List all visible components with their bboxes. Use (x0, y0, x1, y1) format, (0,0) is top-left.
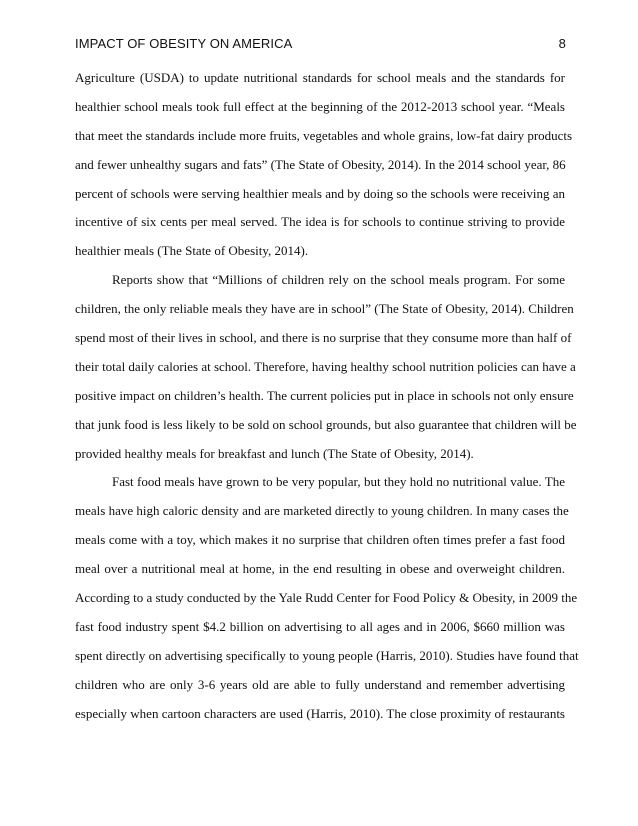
running-head-title: IMPACT OF OBESITY ON AMERICA (75, 36, 293, 51)
text-line: healthier meals (The State of Obesity, 2014). (75, 243, 309, 259)
running-head (75, 36, 566, 51)
text-line: their total daily calories at school. Therefore, having healthy school nutrition policies can have a (75, 358, 576, 374)
text-line: incentive of six cents per meal served. The idea is for schools to continue striving to provide (75, 214, 565, 230)
text-line: positive impact on children’s health. The current policies put in place in schools not only ensure (75, 387, 574, 403)
text-line: According to a study conducted by the Yale Rudd Center for Food Policy & Obesity, in 2009 the (75, 590, 578, 606)
text-line: spend most of their lives in school, and there is no surprise that they consume more than half of (75, 330, 572, 346)
text-line: children who are only 3-6 years old are able to fully understand and remember advertising (75, 676, 565, 692)
text-line: healthier school meals took full effect at the beginning of the 2012-2013 school year. “Meals (75, 98, 565, 114)
text-line: provided healthy meals for breakfast and lunch (The State of Obesity, 2014). (75, 445, 474, 461)
text-line: spent directly on advertising specifically to young people (Harris, 2010). Studies have found that (75, 647, 579, 663)
text-line: fast food industry spent $4.2 billion on advertising to all ages and in 2006, $660 million was (75, 618, 565, 634)
text-line: that junk food is less likely to be sold on school grounds, but also guarantee that children will be (75, 416, 577, 432)
text-line: especially when cartoon characters are used (Harris, 2010). The close proximity of restaurants (75, 705, 565, 721)
body-text (75, 70, 579, 735)
text-line: that meet the standards include more fruits, vegetables and whole grains, low-fat dairy products (75, 127, 573, 143)
text-line: Reports show that “Millions of children rely on the school meals program. For some (112, 272, 565, 288)
text-line: and fewer unhealthy sugars and fats” (The State of Obesity, 2014). In the 2014 school year, 86 (75, 156, 566, 172)
text-line: meals have high caloric density and are marketed directly to young children. In many cases the (75, 503, 569, 519)
text-line: children, the only reliable meals they have are in school” (The State of Obesity, 2014). Children (75, 301, 574, 317)
text-line: meals come with a toy, which makes it no surprise that children often times prefer a fast food (75, 532, 565, 548)
text-line: meal over a nutritional meal at home, in the end resulting in obese and overweight children. (75, 561, 565, 577)
page-number: 8 (558, 36, 566, 51)
text-line: Agriculture (USDA) to update nutritional standards for school meals and the standards for (75, 70, 565, 85)
text-line: Fast food meals have grown to be very popular, but they hold no nutritional value. The (112, 474, 565, 490)
text-line: percent of schools were serving healthier meals and by doing so the schools were receiving an (75, 185, 565, 201)
